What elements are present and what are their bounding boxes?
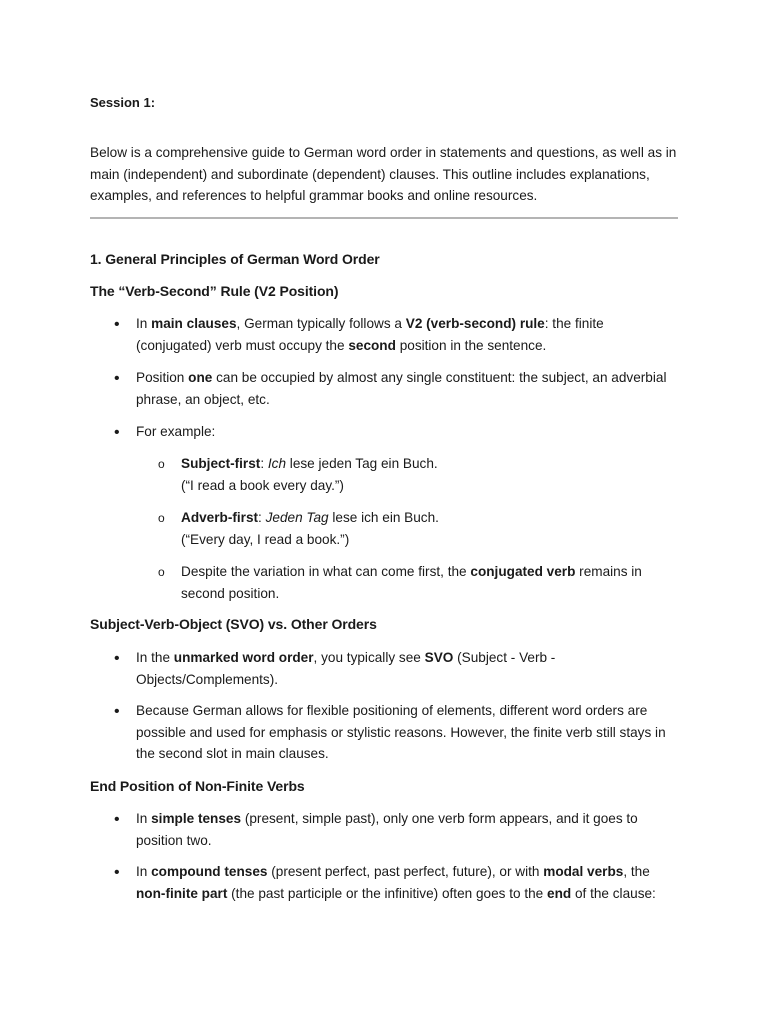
example-item: Subject-first: Ich lese jeden Tag ein Buch. (“I read a book every day.”) <box>181 456 438 493</box>
bullet-icon: • <box>114 316 120 333</box>
section-heading: 1. General Principles of German Word Order <box>90 251 380 267</box>
horizontal-divider <box>90 217 678 219</box>
subheading-svo: Subject-Verb-Object (SVO) vs. Other Orders <box>90 616 377 632</box>
example-item: Despite the variation in what can come first, the conjugated verb remains in second position. <box>181 564 642 601</box>
bullet-icon: • <box>114 650 120 667</box>
list-item: In compound tenses (present perfect, past perfect, future), or with modal verbs, the non-finite part (the past participle or the infinitive) often goes to the end of the clause: <box>136 864 656 901</box>
bullet-icon: • <box>114 370 120 387</box>
list-item: In the unmarked word order, you typically see SVO (Subject - Verb - Objects/Complements). <box>136 650 556 687</box>
sub-bullet-icon: o <box>158 457 165 471</box>
sub-bullet-icon: o <box>158 511 165 525</box>
list-item: Position one can be occupied by almost any single constituent: the subject, an adverbial phrase, an object, etc. <box>136 370 667 407</box>
list-item: In simple tenses (present, simple past), only one verb form appears, and it goes to position two. <box>136 811 638 848</box>
list-item: Because German allows for flexible positioning of elements, different word orders are possible and used for emphasis or stylistic reasons. However, the finite verb still stays in the second slot in main clauses. <box>136 703 666 761</box>
bullet-icon: • <box>114 811 120 828</box>
bullet-icon: • <box>114 703 120 720</box>
intro-paragraph: Below is a comprehensive guide to German word order in statements and questions, as well as in main (independent) and subordinate (dependent) clauses. This outline includes explanations, examples, and references to helpful grammar books and online resources. <box>90 145 677 203</box>
subheading-v2: The “Verb-Second” Rule (V2 Position) <box>90 283 339 299</box>
bullet-icon: • <box>114 864 120 881</box>
list-item: For example: <box>136 424 216 439</box>
sub-bullet-icon: o <box>158 565 165 579</box>
bullet-icon: • <box>114 424 120 441</box>
list-item: In main clauses, German typically follows a V2 (verb-second) rule: the finite (conjugated) verb must occupy the second position in the sentence. <box>136 316 604 353</box>
example-item: Adverb-first: Jeden Tag lese ich ein Buch. (“Every day, I read a book.”) <box>181 510 439 547</box>
session-label: Session 1: <box>90 95 156 110</box>
subheading-end-position: End Position of Non-Finite Verbs <box>90 778 305 794</box>
